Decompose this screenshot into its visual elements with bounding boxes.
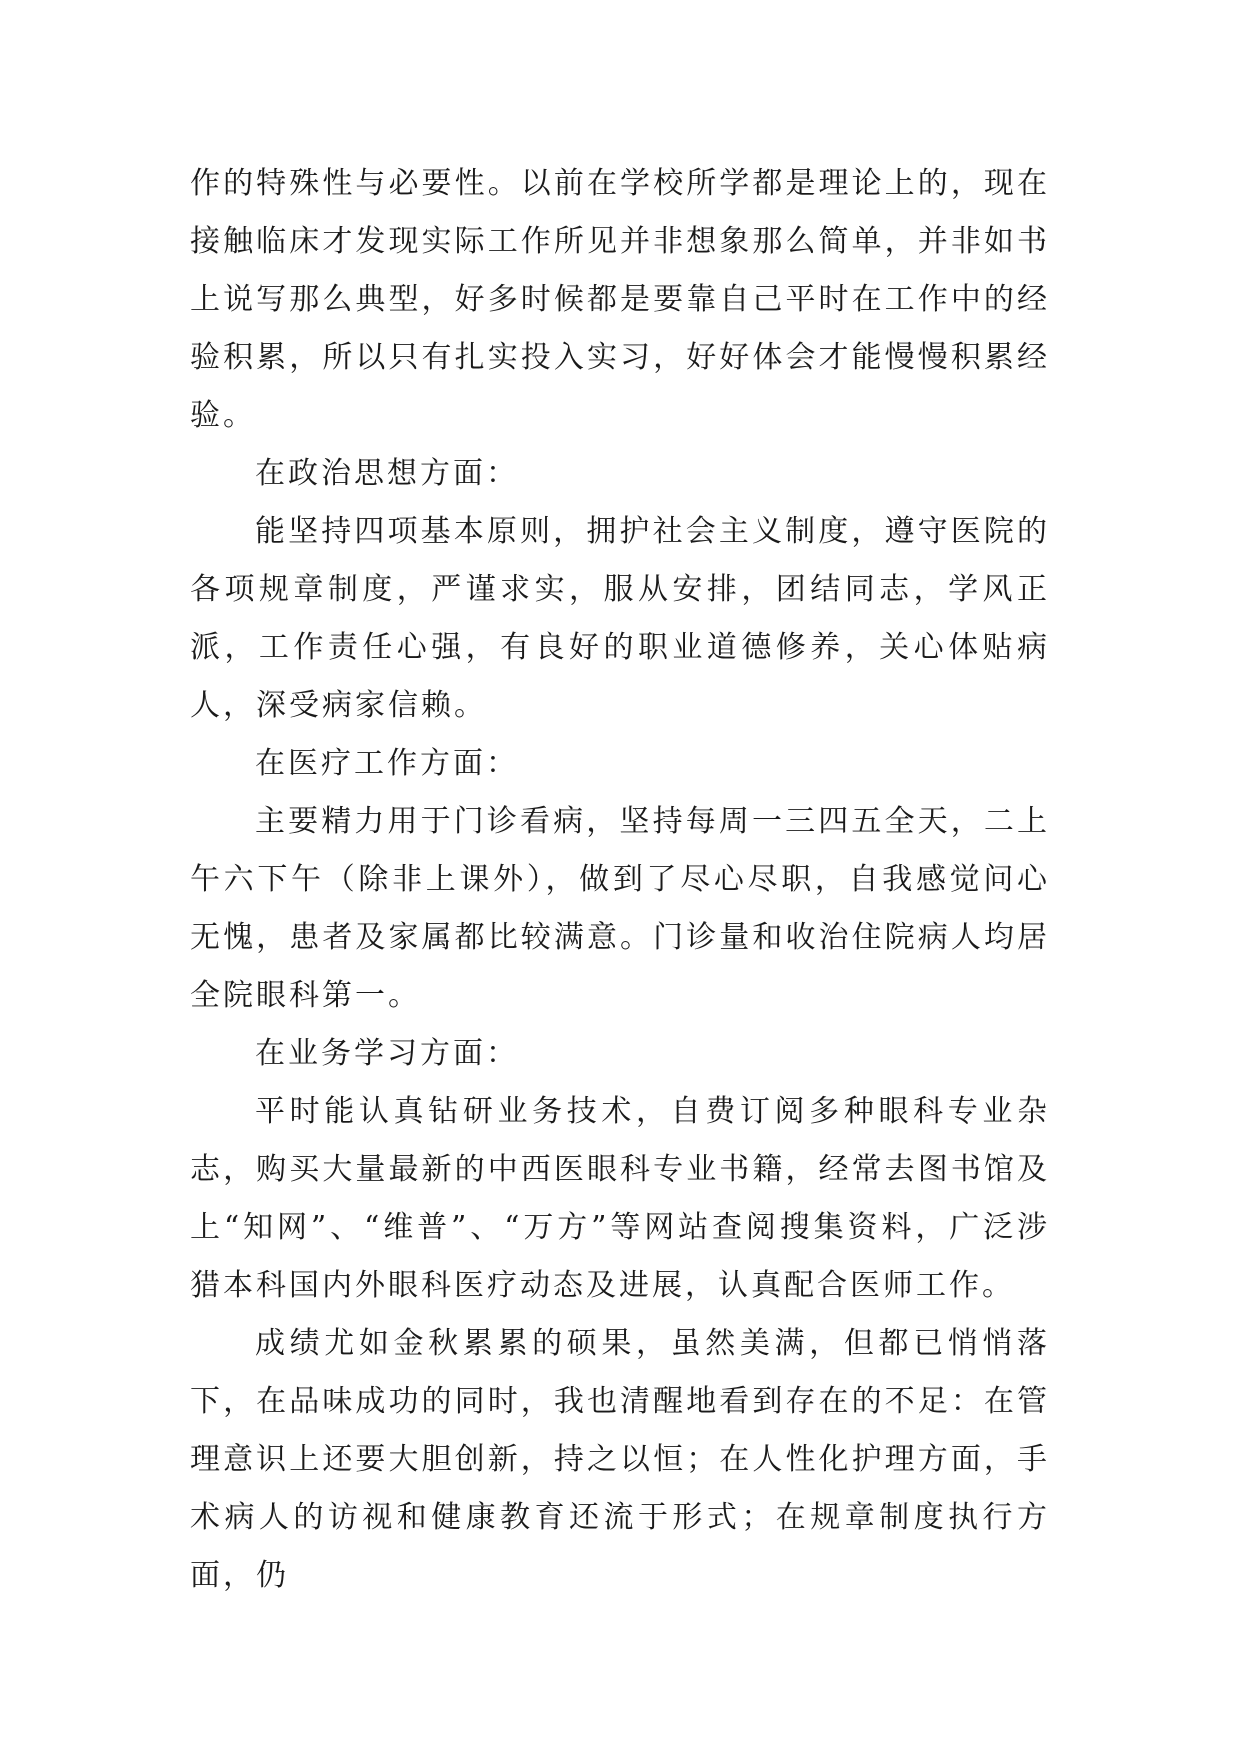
section-heading-medical: 在医疗工作方面： [255,746,519,781]
paragraph-shortcomings: 成绩尤如金秋累累的硕果，虽然美满，但都已悄悄落下，在品味成功的同时，我也清醒地看到存在的不足：在管理意识上还要大胆创新，持之以恒；在人性化护理方面，手术病人的访视和健康教育还流于形式；在规章制度执行方面，仍 [190,1326,1050,1593]
document-body [190,155,1050,1605]
section-heading-political: 在政治思想方面： [255,456,519,491]
paragraph-study: 平时能认真钻研业务技术，自费订阅多种眼科专业杂志，购买大量最新的中西医眼科专业书籍，经常去图书馆及上“知网”、“维普”、“万方”等网站查阅搜集资料，广泛涉猎本科国内外眼科医疗动态及进展，认真配合医师工作。 [190,1094,1050,1303]
section-heading-study: 在业务学习方面： [255,1036,519,1071]
paragraph-political: 能坚持四项基本原则，拥护社会主义制度，遵守医院的各项规章制度，严谨求实，服从安排，团结同志，学风正派，工作责任心强，有良好的职业道德修养，关心体贴病人，深受病家信赖。 [190,514,1050,723]
paragraph-medical: 主要精力用于门诊看病，坚持每周一三四五全天，二上午六下午（除非上课外），做到了尽心尽职，自我感觉问心无愧，患者及家属都比较满意。门诊量和收治住院病人均居全院眼科第一。 [190,804,1050,1013]
paragraph-continuation: 作的特殊性与必要性。以前在学校所学都是理论上的，现在接触临床才发现实际工作所见并非想象那么简单，并非如书上说写那么典型，好多时候都是要靠自己平时在工作中的经验积累，所以只有扎实投入实习，好好体会才能慢慢积累经验。 [190,166,1050,433]
